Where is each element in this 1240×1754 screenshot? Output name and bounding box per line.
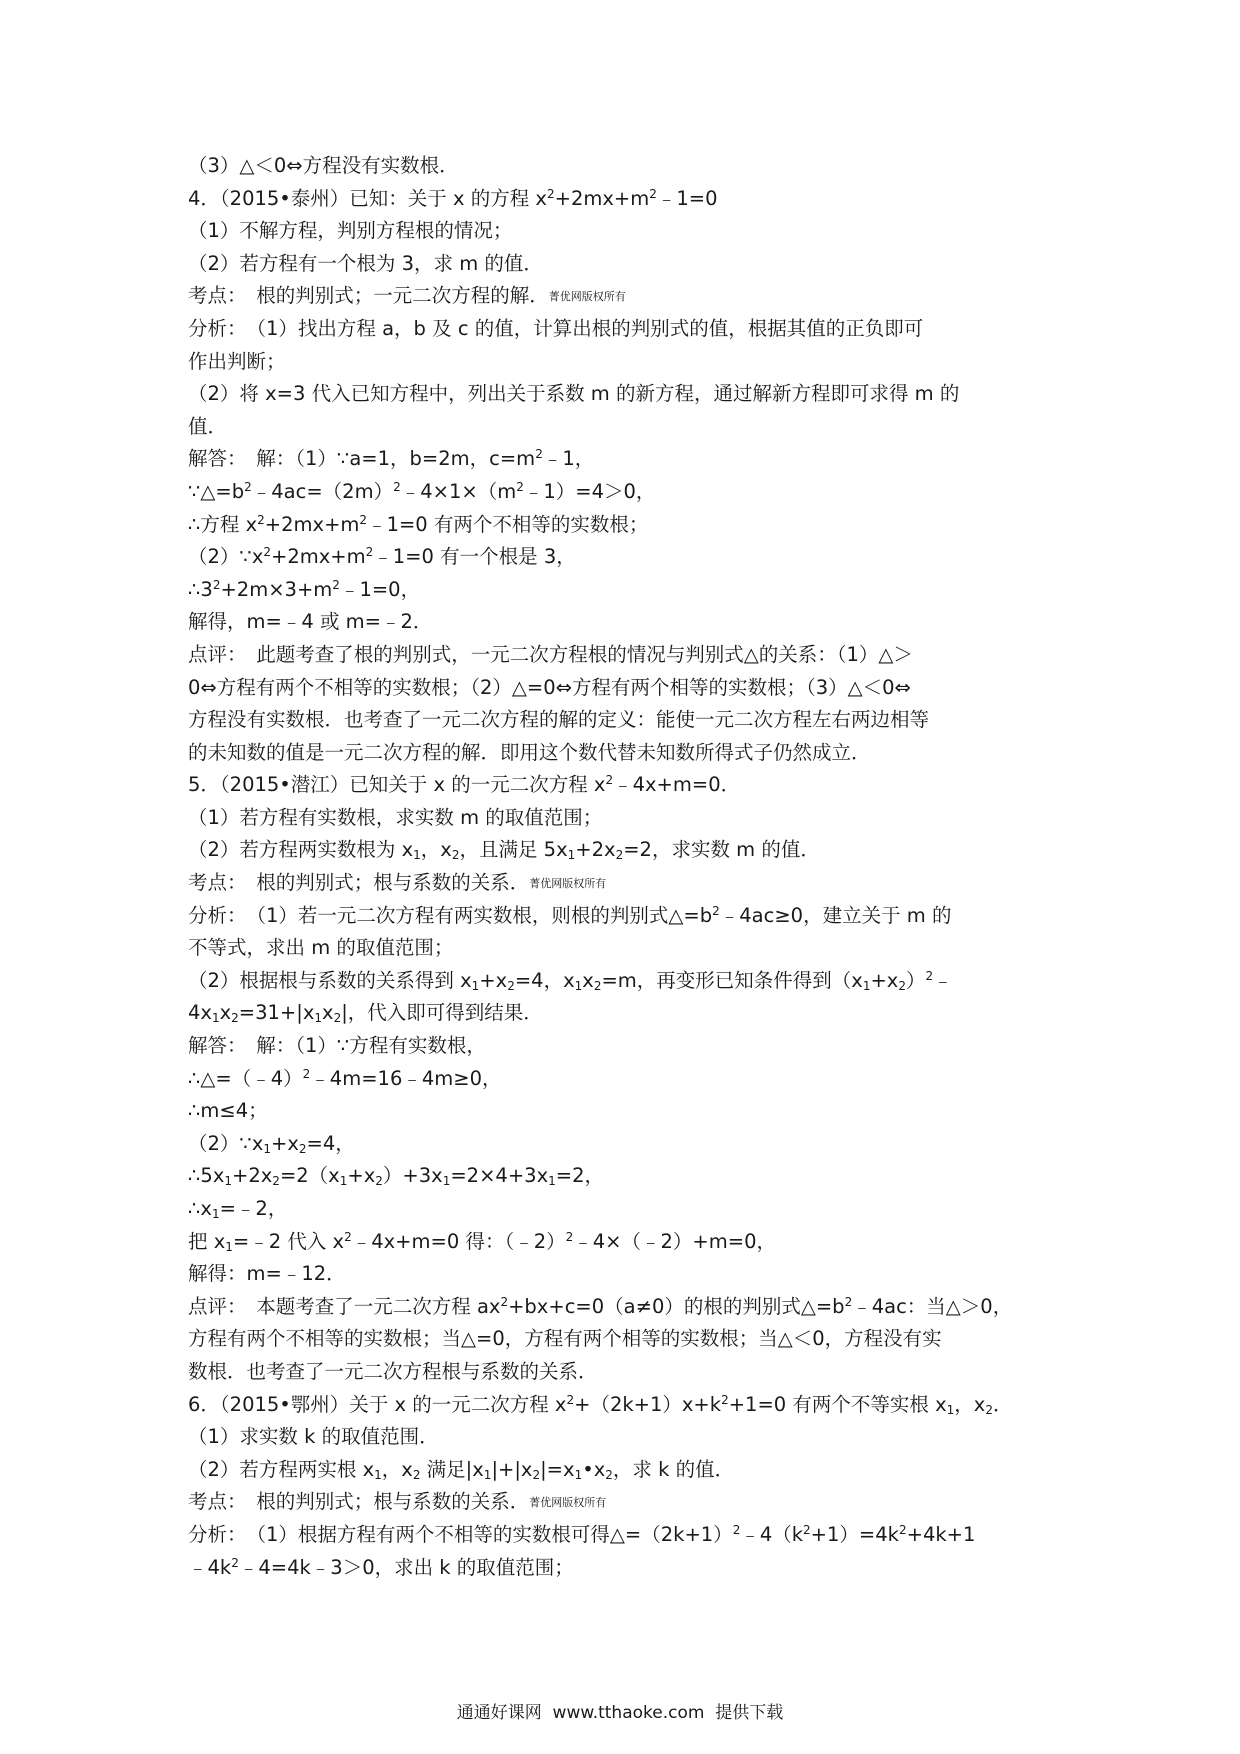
text-line: 不等式，求出 m 的取值范围； [188, 936, 454, 960]
text-line: $(2)\because x^2+2mx+m^2﹣1=0$ 有一个根是 3， [188, 545, 576, 569]
text-line: 0⇔方程有两个不相等的实数根；（2）△=0⇔方程有两个相等的实数根；（3）△＜0⇔ [188, 675, 911, 699]
text-line: 值． [188, 414, 228, 438]
text-line: 解答： 解：（1）∵a=1，b=2m，$c=m^2﹣1$， [188, 447, 595, 471]
text-line: 方程没有实数根．也考查了一元二次方程的解的定义：能使一元二次方程左右两边相等 [188, 708, 930, 732]
text-line: $(2)\because x_1+x_2=4$， [188, 1131, 355, 1156]
text-line: （1）若方程有实数根，求实数 m 的取值范围； [188, 805, 603, 829]
text-line: （1）不解方程，判别方程根的情况； [188, 219, 513, 243]
text-line: （3）△＜0⇔方程没有实数根． [188, 154, 459, 177]
text-line: 考点： 根的判别式；一元二次方程的解．菁优网版权所有 [188, 284, 626, 308]
text-line: 6．（2015•鄂州）关于 x 的一元二次方程 $x^2+(2k+1)x+k^2+1=0$ 有两个不等实根 $x_1$，$x_2$． [188, 1392, 1013, 1417]
text-line: $\therefore x_1=﹣2$， [188, 1197, 288, 1221]
text-line: 考点： 根的判别式；根与系数的关系．菁优网版权所有 [188, 871, 607, 895]
text-line: 分析： （1）根据方程有两个不相等的实数根可得$\triangle=(2k+1)^2﹣4(k^2+1)=4k^2+4k+1$ [188, 1522, 976, 1546]
text-line: 分析： （1）找出方程 a，b 及 c 的值，计算出根的判别式的值，根据其值的正负即可 [188, 316, 924, 340]
text-line: 作出判断； [188, 349, 286, 373]
text-line: 4．（2015•泰州）已知：关于 x 的方程 $x^2+2mx+m^2﹣1=0$ [188, 186, 718, 210]
text-line: $4x_1x_2=31+|x_1x_2|$，代入即可得到结果． [188, 1001, 543, 1026]
text-line: （2）若方程两实根 $x_1$，$x_2$ 满足$|x_1|+|x_2|=x_1•x_2$，求 k 的值． [188, 1457, 735, 1482]
text-line: 解答： 解：（1）∵方程有实数根， [188, 1034, 486, 1058]
text-line: ∴m≤4； [188, 1099, 268, 1123]
text-line: （2）若方程两实数根为 $x_1$，$x_2$，且满足 $5x_1+2x_2=2$，求实数 m 的值． [188, 838, 820, 863]
text-line: 数根．也考查了一元二次方程根与系数的关系． [188, 1359, 598, 1383]
text-line: （2）将 x=3 代入已知方程中，列出关于系数 m 的新方程，通过解新方程即可求得 m 的 [188, 382, 960, 406]
text-line: 的未知数的值是一元二次方程的解．即用这个数代替未知数所得式子仍然成立． [188, 740, 871, 764]
text-line: 解得，m=﹣4 或 m=﹣2． [188, 610, 433, 634]
text-line: 点评： 本题考查了一元二次方程 $ax^2+bx+c=0(a\ne 0)$的根的判别式$\triangle=b^2﹣4ac$：当△＞0， [188, 1294, 1013, 1318]
text-line: $\therefore 5x_1+2x_2=2(x_1+x_2)+3x_1=2\times 4+3x_1=2$， [188, 1164, 605, 1189]
text-line: $﹣4k^2﹣4=4k﹣3>0$，求出 k 的取值范围； [188, 1555, 574, 1579]
text-line: 把 $x_1=﹣2$ 代入 $x^2﹣4x+m=0$ 得：（﹣2）$^2$﹣4×（﹣2）+m=0， [188, 1229, 776, 1254]
page-footer: 通通好课网 www.tthaoke.com 提供下载 [456, 1703, 784, 1723]
text-line: 5．（2015•潜江）已知关于 x 的一元二次方程 $x^2﹣4x+m=0$． [188, 773, 741, 797]
text-line: $\because\triangle=b^2﹣4ac=(2m)^2﹣4\times 1\times(m^2﹣1)=4>0$， [188, 479, 656, 503]
text-line: 解得：m=﹣12． [188, 1262, 346, 1286]
text-line: 考点： 根的判别式；根与系数的关系．菁优网版权所有 [188, 1490, 607, 1514]
text-line: $\therefore 3^2+2m\times 3+m^2﹣1=0$， [188, 577, 421, 601]
text-line: 方程有两个不相等的实数根；当△=0，方程有两个相等的实数根；当△＜0，方程没有实 [188, 1327, 942, 1351]
text-line: （2）根据根与系数的关系得到 $x_1+x_2=4$，$x_1x_2=m$，再变形已知条件得到$(x_1+x_2)^2﹣$ [188, 968, 953, 993]
text-line: ∴△=（﹣4）$^2$﹣4m=16﹣4m≥0， [188, 1066, 502, 1090]
text-line: （2）若方程有一个根为 3，求 m 的值． [188, 251, 543, 275]
document-body [188, 150, 1068, 1584]
text-line: 分析： （1）若一元二次方程有两实数根，则根的判别式$\triangle=b^2﹣4ac\ge 0$，建立关于 m 的 [188, 903, 952, 927]
text-line: 点评： 此题考查了根的判别式，一元二次方程根的情况与判别式△的关系：（1）△＞ [188, 642, 913, 666]
text-line: ∴方程 $x^2+2mx+m^2﹣1=0$ 有两个不相等的实数根； [188, 512, 649, 536]
text-line: （1）求实数 k 的取值范围． [188, 1425, 439, 1449]
